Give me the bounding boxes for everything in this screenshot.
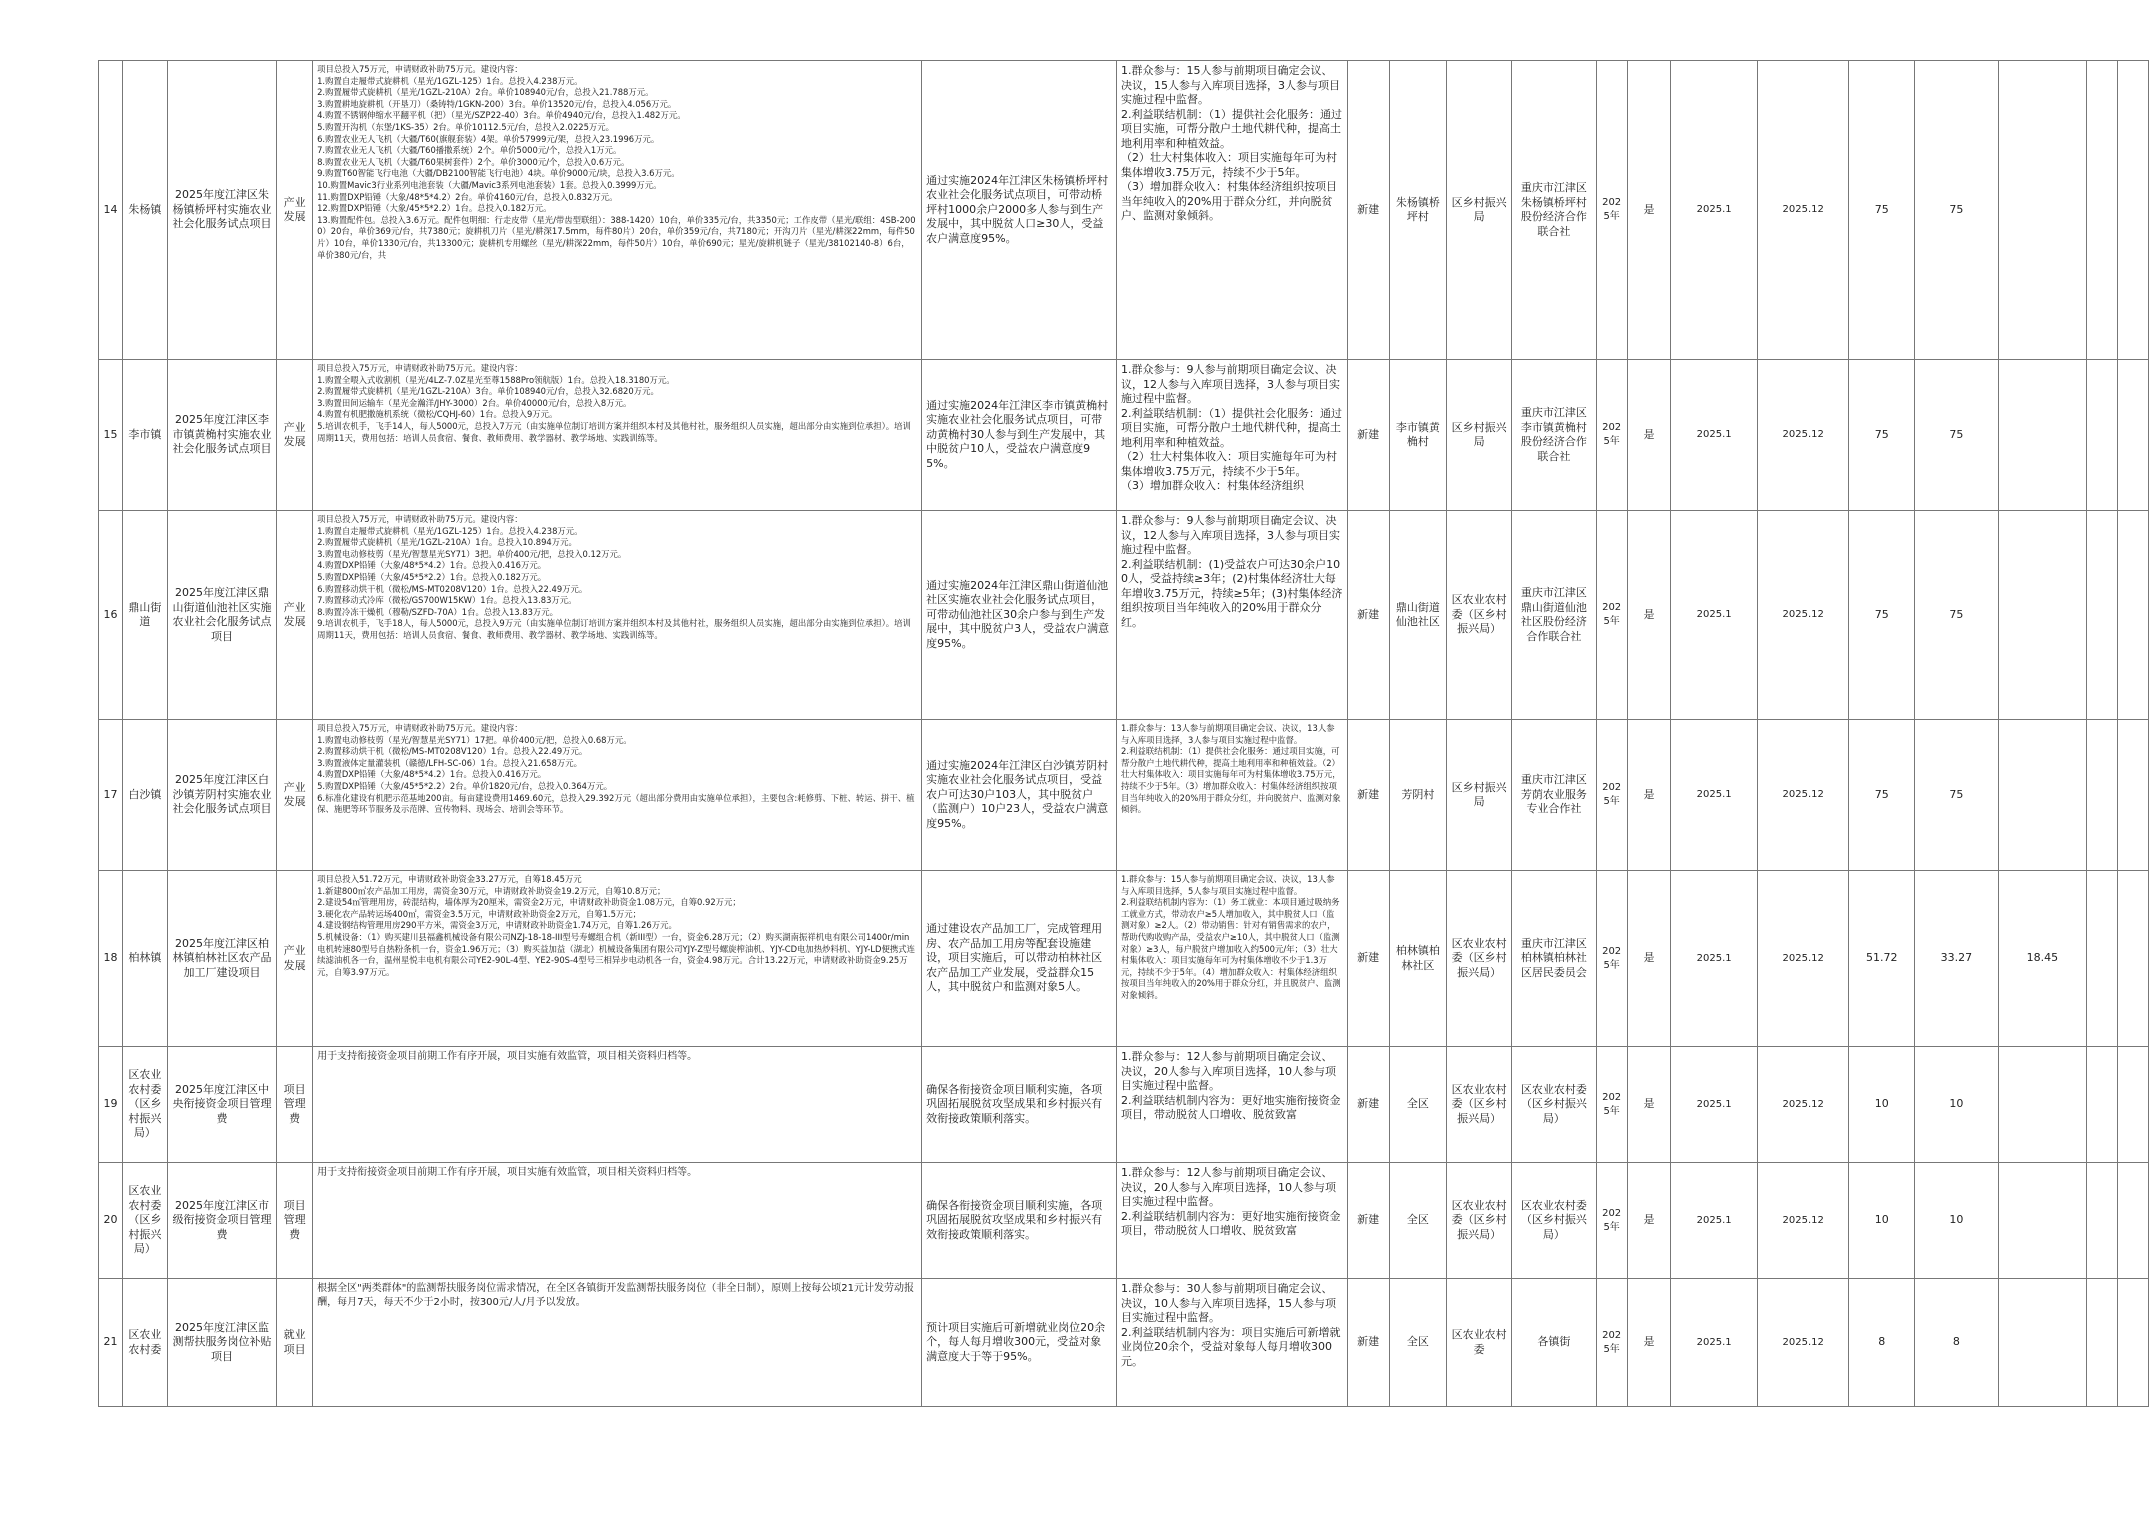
build-status-cell: 新建 xyxy=(1347,720,1389,871)
start-date-cell: 2025.1 xyxy=(1671,1047,1758,1163)
blank-cell xyxy=(2118,720,2149,871)
benefit-mechanism-cell-line: （3）增加群众收入：村集体经济组织 xyxy=(1121,479,1305,492)
construction-content-cell-line: 5.购置DXP铅锤（大象/45*5*2.2）1台。总投入0.182万元。 xyxy=(317,571,547,582)
town-cell: 朱杨镇 xyxy=(122,61,167,360)
benefit-mechanism-cell xyxy=(1117,360,1348,511)
construction-content-cell-line: 1.购置全喂入式收割机（星光/4LZ-7.0Z星光至尊1588Pro领航版）1台。总投入18.3180万元。 xyxy=(317,374,675,385)
site-cell: 柏林镇柏林社区 xyxy=(1389,871,1447,1047)
construction-content-cell-lines xyxy=(317,874,917,978)
construction-content-cell xyxy=(313,360,922,511)
construction-content-cell-line: 2.购置履带式旋耕机（星光/1GZL-210A）1台。总投入10.894万元。 xyxy=(317,537,577,548)
project-type-cell: 产业发展 xyxy=(277,61,313,360)
end-date-cell: 2025.12 xyxy=(1757,1047,1848,1163)
performance-goal-cell: 确保各衔接资金项目顺利实施，各项巩固拓展脱贫攻坚成果和乡村振兴有效衔接政策顺利落实。 xyxy=(922,1047,1117,1163)
construction-content-cell-line: 6.购置移动烘干机（微松/MS-MT0208V120）1台。总投入22.49万元。 xyxy=(317,583,588,594)
construction-content-cell-line: 2.购置履带式旋耕机（星光/1GZL-210A）2台。单价108940元/台，总投入21.788万元。 xyxy=(317,87,654,98)
blank-cell xyxy=(2087,511,2118,720)
site-cell: 李市镇黄桷村 xyxy=(1389,360,1447,511)
self-funds-cell xyxy=(1998,1279,2087,1407)
site-cell: 全区 xyxy=(1389,1047,1447,1163)
construction-content-cell-lines xyxy=(317,514,917,642)
benefit-mechanism-cell-line: 2.利益联结机制：(1)受益农户可达30余户100人，受益持续≥3年；(2)村集体经济壮大每年增收3.75万元，持续≥5年；(3)村集体经济组织按项目当年纯收入的20%用于群众分红。 xyxy=(1121,557,1343,629)
start-date-cell: 2025.1 xyxy=(1671,1163,1758,1279)
construction-content-cell-lines xyxy=(317,723,917,816)
self-funds-cell: 18.45 xyxy=(1998,871,2087,1047)
performance-goal-cell: 通过实施2024年江津区李市镇黄桷村实施农业社会化服务试点项目，可带动黄桷村30人参与到生产发展中，其中脱贫户10人，受益农户满意度95%。 xyxy=(922,360,1117,511)
benefit-mechanism-cell-lines xyxy=(1121,363,1343,494)
fiscal-funds-cell: 75 xyxy=(1915,61,1999,360)
construction-content-cell-line: 8.购置农业无人飞机（大疆/T60果树套件）2个。单价3000元/个，总投入0.6万元。 xyxy=(317,156,630,167)
town-cell: 李市镇 xyxy=(122,360,167,511)
plan-year-cell: 2025年 xyxy=(1596,360,1627,511)
project-name-cell: 2025年度江津区柏林镇柏林社区农产品加工厂建设项目 xyxy=(167,871,276,1047)
blank-cell xyxy=(2118,871,2149,1047)
flag-cell: 是 xyxy=(1627,511,1671,720)
construction-content-cell-line: 10.购置Mavic3行业系列电池套装（大疆/Mavic3系列电池套装）1套。总投入0.3999万元。 xyxy=(317,179,662,190)
build-status-cell: 新建 xyxy=(1347,1047,1389,1163)
benefit-mechanism-cell xyxy=(1117,61,1348,360)
self-funds-cell xyxy=(1998,511,2087,720)
implementer-cell: 区农业农村委（区乡村振兴局） xyxy=(1512,1047,1597,1163)
construction-content-cell-line: 4.购置DXP铅锤（大象/48*5*4.2）1台。总投入0.416万元。 xyxy=(317,769,547,780)
plan-year-cell: 2025年 xyxy=(1596,1047,1627,1163)
end-date-cell: 2025.12 xyxy=(1757,360,1848,511)
end-date-cell: 2025.12 xyxy=(1757,1279,1848,1407)
benefit-mechanism-cell-lines xyxy=(1121,723,1343,816)
blank-cell xyxy=(2118,511,2149,720)
construction-content-cell-line: 根据全区"两类群体"的监测帮扶服务岗位需求情况，在全区各镇街开发监测帮扶服务岗位（非全日制），原则上按每公顷21元计发劳动报酬，每月7天，每天不少于2小时，按300元/人/月予以发放。 xyxy=(317,1283,915,1308)
total-investment-cell: 75 xyxy=(1849,511,1915,720)
blank-cell xyxy=(2087,1163,2118,1279)
department-cell: 区农业农村委 xyxy=(1447,1279,1512,1407)
end-date-cell: 2025.12 xyxy=(1757,871,1848,1047)
fiscal-funds-cell: 10 xyxy=(1915,1163,1999,1279)
construction-content-cell-line: 7.购置农业无人飞机（大疆/T60播撒系统）2个。单价5000元/个，总投入1万元。 xyxy=(317,145,622,156)
construction-content-cell-line: 2.购置移动烘干机（微松/MS-MT0208V120）1台。总投入22.49万元。 xyxy=(317,746,588,757)
project-name-cell: 2025年度江津区监测帮扶服务岗位补贴项目 xyxy=(167,1279,276,1407)
fiscal-funds-cell: 75 xyxy=(1915,360,1999,511)
project-type-cell: 项目管理费 xyxy=(277,1047,313,1163)
benefit-mechanism-cell xyxy=(1117,1279,1348,1407)
construction-content-cell-line: 5.购置DXP铅锤（大象/45*5*2.2）2台。单价1820元/台，总投入0.364万元。 xyxy=(317,780,613,791)
benefit-mechanism-cell-lines xyxy=(1121,64,1343,224)
end-date-cell: 2025.12 xyxy=(1757,511,1848,720)
construction-content-cell-line: 5.培训农机手，飞手14人，每人5000元，总投入7万元（由实施单位制订培训方案并组织本村及其他村社，服务组织人员实施，超出部分由实施到位承担）。培训周期11天，费用包括：培训人员食宿、餐食、教师费用、教学器材、教学场地、实践训练等。 xyxy=(317,420,911,443)
benefit-mechanism-cell-line: 1.群众参与：12人参与前期项目确定会议、决议，20人参与入库项目选择，10人参与项目实施过程中监督。 xyxy=(1121,1050,1337,1092)
construction-content-cell-line: 4.购置有机肥撒施机系统（微松/CQHJ-60）1台。总投入9万元。 xyxy=(317,409,558,420)
department-cell: 区乡村振兴局 xyxy=(1447,360,1512,511)
build-status-cell: 新建 xyxy=(1347,1279,1389,1407)
construction-content-cell-line: 用于支持衔接资金项目前期工作有序开展，项目实施有效监管，项目相关资料归档等。 xyxy=(317,1051,698,1062)
site-cell: 全区 xyxy=(1389,1279,1447,1407)
construction-content-cell-line: 6.购置农业无人飞机（大疆/T60(旗舰套装）4架。单价57999元/架，总投入23.1996万元。 xyxy=(317,133,660,144)
project-type-cell: 产业发展 xyxy=(277,511,313,720)
blank-cell xyxy=(2087,1279,2118,1407)
table-row xyxy=(99,1047,2149,1163)
construction-content-cell xyxy=(313,1279,922,1407)
row-number: 17 xyxy=(99,720,123,871)
construction-content-cell xyxy=(313,1047,922,1163)
flag-cell: 是 xyxy=(1627,871,1671,1047)
department-cell: 区乡村振兴局 xyxy=(1447,61,1512,360)
benefit-mechanism-cell xyxy=(1117,1163,1348,1279)
town-cell: 鼎山街道 xyxy=(122,511,167,720)
table-row xyxy=(99,511,2149,720)
row-number: 20 xyxy=(99,1163,123,1279)
construction-content-cell-line: 4.购置不锈钢伸缩水平翻平机（把）（星光/SZP22-40）3台。单价4940元/台，总投入1.482万元。 xyxy=(317,110,686,121)
construction-content-cell-lines xyxy=(317,363,917,444)
project-type-cell: 就业项目 xyxy=(277,1279,313,1407)
blank-cell xyxy=(2118,1047,2149,1163)
plan-year-cell: 2025年 xyxy=(1596,720,1627,871)
flag-cell: 是 xyxy=(1627,1163,1671,1279)
project-name-cell: 2025年度江津区市级衔接资金项目管理费 xyxy=(167,1163,276,1279)
flag-cell: 是 xyxy=(1627,720,1671,871)
department-cell: 区农业农村委（区乡村振兴局） xyxy=(1447,1163,1512,1279)
construction-content-cell-line: 3.购置耕地旋耕机（开垦刀）（桑铸特/1GKN-200）3台。单价13520元/台，总投入4.056万元。 xyxy=(317,98,677,109)
project-name-cell: 2025年度江津区李市镇黄桷村实施农业社会化服务试点项目 xyxy=(167,360,276,511)
blank-cell xyxy=(2118,61,2149,360)
implementer-cell: 区农业农村委（区乡村振兴局） xyxy=(1512,1163,1597,1279)
project-name-cell: 2025年度江津区朱杨镇桥坪村实施农业社会化服务试点项目 xyxy=(167,61,276,360)
table-row xyxy=(99,61,2149,360)
self-funds-cell xyxy=(1998,1047,2087,1163)
benefit-mechanism-cell xyxy=(1117,1047,1348,1163)
construction-content-cell xyxy=(313,61,922,360)
self-funds-cell xyxy=(1998,360,2087,511)
implementer-cell: 重庆市江津区朱杨镇桥坪村股份经济合作联合社 xyxy=(1512,61,1597,360)
end-date-cell: 2025.12 xyxy=(1757,1163,1848,1279)
self-funds-cell xyxy=(1998,61,2087,360)
blank-cell xyxy=(2087,1047,2118,1163)
total-investment-cell: 10 xyxy=(1849,1163,1915,1279)
table-row xyxy=(99,1163,2149,1279)
benefit-mechanism-cell-line: 1.群众参与：15人参与前期项目确定会议、决议，13人参与入库项目选择，5人参与项目实施过程中监督。 xyxy=(1121,874,1335,896)
construction-content-cell-line: 3.硬化农产品转运场400㎡，需资金3.5万元，申请财政补助资金2万元，自筹1.5万元； xyxy=(317,908,642,919)
construction-content-cell xyxy=(313,871,922,1047)
benefit-mechanism-cell xyxy=(1117,720,1348,871)
construction-content-cell-line: 项目总投入75万元，申请财政补助75万元。建设内容： xyxy=(317,363,523,373)
construction-content-cell-line: 1.购置自走履带式旋耕机（星光/1GZL-125）1台。总投入4.238万元。 xyxy=(317,525,583,536)
fiscal-funds-cell: 75 xyxy=(1915,720,1999,871)
benefit-mechanism-cell-lines xyxy=(1121,514,1343,630)
build-status-cell: 新建 xyxy=(1347,360,1389,511)
site-cell: 朱杨镇桥坪村 xyxy=(1389,61,1447,360)
table-row xyxy=(99,1279,2149,1407)
department-cell: 区农业农村委（区乡村振兴局） xyxy=(1447,871,1512,1047)
blank-cell xyxy=(2087,871,2118,1047)
construction-content-cell-line: 7.购置移动式冷库（微松/GS700W15KW）1台。总投入13.83万元。 xyxy=(317,595,577,606)
build-status-cell: 新建 xyxy=(1347,871,1389,1047)
total-investment-cell: 51.72 xyxy=(1849,871,1915,1047)
project-type-cell: 产业发展 xyxy=(277,360,313,511)
benefit-mechanism-cell-line: 1.群众参与：9人参与前期项目确定会议、决议，12人参与入库项目选择，3人参与项目实施过程中监督。 xyxy=(1121,363,1341,405)
construction-content-cell-line: 8.购置冷冻干燥机（穆勒/SZFD-70A）1台。总投入13.83万元。 xyxy=(317,606,559,617)
construction-content-cell xyxy=(313,720,922,871)
department-cell: 区乡村振兴局 xyxy=(1447,720,1512,871)
table-row xyxy=(99,720,2149,871)
row-number: 21 xyxy=(99,1279,123,1407)
construction-content-cell-line: 6.标准化建设有机肥示范基地200亩。每亩建设费用1469.60元，总投入29.392万元（超出部分费用由实施单位承担），主要包含:耗修剪、下桩、转运、拼干、植保、施肥等环节服务及示范牌、宣传物料、现场会、培训会等环节。 xyxy=(317,792,915,815)
total-investment-cell: 75 xyxy=(1849,720,1915,871)
implementer-cell: 各镇街 xyxy=(1512,1279,1597,1407)
site-cell: 全区 xyxy=(1389,1163,1447,1279)
performance-goal-cell: 通过实施2024年江津区鼎山街道仙池社区实施农业社会化服务试点项目，可带动仙池社区30余户参与到生产发展中，其中脱贫户3人，受益农户满意度95%。 xyxy=(922,511,1117,720)
total-investment-cell: 10 xyxy=(1849,1047,1915,1163)
benefit-mechanism-cell xyxy=(1117,511,1348,720)
benefit-mechanism-cell-line: 2.利益联结机制内容为：项目实施后可新增就业岗位20余个，受益对象每人每月增收300元。 xyxy=(1121,1325,1341,1368)
construction-content-cell-lines xyxy=(317,1050,917,1064)
construction-content-cell-line: 5.购置开沟机（东堡/1KS-35）2台。单价10112.5元/台，总投入2.0225万元。 xyxy=(317,121,615,132)
benefit-mechanism-cell-line: 1.群众参与：9人参与前期项目确定会议、决议，12人参与入库项目选择，3人参与项目实施过程中监督。 xyxy=(1121,514,1341,556)
project-type-cell: 产业发展 xyxy=(277,871,313,1047)
benefit-mechanism-cell-line: 1.群众参与：12人参与前期项目确定会议、决议，20人参与入库项目选择，10人参与项目实施过程中监督。 xyxy=(1121,1166,1337,1208)
fiscal-funds-cell: 10 xyxy=(1915,1047,1999,1163)
town-cell: 白沙镇 xyxy=(122,720,167,871)
end-date-cell: 2025.12 xyxy=(1757,720,1848,871)
benefit-mechanism-cell-line: 2.利益联结机制：（1）提供社会化服务：通过项目实施，可帮分散户土地代耕代种，提高土地利用率和种植效益。（2）壮大村集体收入：项目实施每年可为村集体增收3.75万元，持续不少于5年。（3）增加群众收入：村集体经济组织按项目当年纯收入的20%用于群众分红，并向脱贫户、监测对象倾斜。 xyxy=(1121,746,1341,815)
benefit-mechanism-cell-line: 1.群众参与：30人参与前期项目确定会议、决议，10人参与入库项目选择，15人参与项目实施过程中监督。 xyxy=(1121,1282,1337,1324)
construction-content-cell-line: 4.购置DXP铅锤（大象/48*5*4.2）1台。总投入0.416万元。 xyxy=(317,560,547,571)
construction-content-cell-line: 5.机械设备：（1）购买建川县福鑫机械设备有限公司NZJ-18-18-III型号寿螺组合机（新III型）一台，资金6.28万元；（2）购买湖南振祥机电有限公司1400r/min电机转速80型号自热粉条机一台，资金1.96万元；（3）购买益加益（湖北）机械设备集团有限公司YJY-Z型号螺旋榨油机、YJY-CD电加热炒料机、YJY-LD便携式连续滤油机各一台，温州星悦丰电机有限公司YE2-90L-4型、YE2-90S-4型号三相异步电动机各一台，资金4.98万元。合计13.22万元，申请财政补助资金9.25万元，自筹3.97万元。 xyxy=(317,931,915,977)
flag-cell: 是 xyxy=(1627,1279,1671,1407)
benefit-mechanism-cell-line: （2）壮大村集体收入：项目实施每年可为村集体增收3.75万元，持续不少于5年。 xyxy=(1121,450,1338,478)
benefit-mechanism-cell xyxy=(1117,871,1348,1047)
town-cell: 柏林镇 xyxy=(122,871,167,1047)
flag-cell: 是 xyxy=(1627,360,1671,511)
construction-content-cell-line: 1.购置自走履带式旋耕机（星光/1GZL-125）1台。总投入4.238万元。 xyxy=(317,75,583,86)
project-type-cell: 项目管理费 xyxy=(277,1163,313,1279)
department-cell: 区农业农村委（区乡村振兴局） xyxy=(1447,511,1512,720)
project-name-cell: 2025年度江津区白沙镇芳阴村实施农业社会化服务试点项目 xyxy=(167,720,276,871)
benefit-mechanism-cell-line: 2.利益联结机制：（1）提供社会化服务：通过项目实施，可帮分散户土地代耕代种，提高土地利用率和种植效益。 xyxy=(1121,406,1343,449)
construction-content-cell-line: 项目总投入51.72万元，申请财政补助资金33.27万元，自筹18.45万元 xyxy=(317,874,582,884)
project-type-cell: 产业发展 xyxy=(277,720,313,871)
construction-content-cell-line: 9.购置T60智能飞行电池（大疆/DB2100智能飞行电池）4块。单价9000元/块，总投入3.6万元。 xyxy=(317,168,680,179)
benefit-mechanism-cell-lines xyxy=(1121,1282,1343,1369)
plan-year-cell: 2025年 xyxy=(1596,1279,1627,1407)
construction-content-cell-line: 2.建设54㎡管理用房，砖混结构，墙体厚为20厘米，需资金2万元，申请财政补助资金1.08万元，自筹0.92万元； xyxy=(317,897,741,908)
total-investment-cell: 75 xyxy=(1849,360,1915,511)
build-status-cell: 新建 xyxy=(1347,1163,1389,1279)
start-date-cell: 2025.1 xyxy=(1671,1279,1758,1407)
benefit-mechanism-cell-lines xyxy=(1121,874,1343,1002)
self-funds-cell xyxy=(1998,1163,2087,1279)
build-status-cell: 新建 xyxy=(1347,511,1389,720)
implementer-cell: 重庆市江津区柏林镇柏林社区居民委员会 xyxy=(1512,871,1597,1047)
fiscal-funds-cell: 75 xyxy=(1915,511,1999,720)
construction-content-cell-line: 3.购置电动修枝剪（星光/智慧星光SY71）3把。单价400元/把，总投入0.12万元。 xyxy=(317,548,627,559)
plan-year-cell: 2025年 xyxy=(1596,61,1627,360)
blank-cell xyxy=(2087,360,2118,511)
project-name-cell: 2025年度江津区鼎山街道仙池社区实施农业社会化服务试点项目 xyxy=(167,511,276,720)
benefit-mechanism-cell-line: 2.利益联结机制内容为：更好地实施衔接资金项目，带动脱贫人口增收、脱贫致富 xyxy=(1121,1093,1341,1121)
fiscal-funds-cell: 8 xyxy=(1915,1279,1999,1407)
project-table xyxy=(98,60,2149,1407)
construction-content-cell-line: 3.购置液体定量灌装机（赣德/LFH-SC-06）1台。总投入21.658万元。 xyxy=(317,757,583,768)
construction-content-cell xyxy=(313,1163,922,1279)
self-funds-cell xyxy=(1998,720,2087,871)
blank-cell xyxy=(2087,61,2118,360)
construction-content-cell-lines xyxy=(317,64,917,261)
benefit-mechanism-cell-line: 2.利益联结机制内容为：更好地实施衔接资金项目，带动脱贫人口增收、脱贫致富 xyxy=(1121,1209,1341,1237)
start-date-cell: 2025.1 xyxy=(1671,360,1758,511)
site-cell: 鼎山街道仙池社区 xyxy=(1389,511,1447,720)
fiscal-funds-cell: 33.27 xyxy=(1915,871,1999,1047)
benefit-mechanism-cell-line: 2.利益联结机制内容为：（1）务工就业：本项目通过吸纳务工就业方式，带动农户≥5人增加收入，其中脱贫人口（监测对象）≥2人。（2）带动销售：针对有销售需求的农户，帮助代购收购产品，受益农户≥10人，其中脱贫人口（监测对象）≥3人，每户脱贫户增加收入约500元/年；（3）壮大村集体收入：项目实施每年可为村集体增收不少于1.3万元，持续不少于5年。（4）增加群众收入：村集体经济组织按项目当年纯收入的20%用于群众分红，并且脱贫户、监测对象倾斜。 xyxy=(1121,897,1341,1000)
construction-content-cell-line: 4.建设钢结构管理用房290平方米，需资金3万元，申请财政补助资金1.74万元，自筹1.26万元。 xyxy=(317,920,677,931)
row-number: 19 xyxy=(99,1047,123,1163)
construction-content-cell-line: 用于支持衔接资金项目前期工作有序开展，项目实施有效监管，项目相关资料归档等。 xyxy=(317,1167,698,1178)
benefit-mechanism-cell-lines xyxy=(1121,1050,1343,1123)
department-cell: 区农业农村委（区乡村振兴局） xyxy=(1447,1047,1512,1163)
implementer-cell: 重庆市江津区芳荫农业服务专业合作社 xyxy=(1512,720,1597,871)
total-investment-cell: 8 xyxy=(1849,1279,1915,1407)
table-row xyxy=(99,360,2149,511)
start-date-cell: 2025.1 xyxy=(1671,871,1758,1047)
benefit-mechanism-cell-line: （3）增加群众收入：村集体经济组织按项目当年纯收入的20%用于群众分红，并向脱贫户、监测对象倾斜。 xyxy=(1121,180,1338,222)
construction-content-cell-line: 项目总投入75万元，申请财政补助75万元。建设内容： xyxy=(317,64,523,74)
implementer-cell: 重庆市江津区鼎山街道仙池社区股份经济合作联合社 xyxy=(1512,511,1597,720)
performance-goal-cell: 确保各衔接资金项目顺利实施，各项巩固拓展脱贫攻坚成果和乡村振兴有效衔接政策顺利落实。 xyxy=(922,1163,1117,1279)
start-date-cell: 2025.1 xyxy=(1671,720,1758,871)
construction-content-cell-line: 1.新建800㎡农产品加工用房，需资金30万元，申请财政补助资金19.2万元，自筹10.8万元； xyxy=(317,885,666,896)
plan-year-cell: 2025年 xyxy=(1596,1163,1627,1279)
construction-content-cell-lines xyxy=(317,1282,917,1310)
row-number: 18 xyxy=(99,871,123,1047)
blank-cell xyxy=(2118,1163,2149,1279)
build-status-cell: 新建 xyxy=(1347,61,1389,360)
construction-content-cell-line: 12.购置DXP铅锤（大象/45*5*2.2）1台。总投入0.182万元。 xyxy=(317,203,552,214)
blank-cell xyxy=(2118,1279,2149,1407)
row-number: 15 xyxy=(99,360,123,511)
plan-year-cell: 2025年 xyxy=(1596,511,1627,720)
performance-goal-cell: 通过实施2024年江津区朱杨镇桥坪村农业社会化服务试点项目，可带动桥坪村1000余户2000多人参与到生产发展中，其中脱贫人口≥30人，受益农户满意度95%。 xyxy=(922,61,1117,360)
construction-content-cell-line: 2.购置履带式旋耕机（星光/1GZL-210A）3台。单价108940元/台，总投入32.6820万元。 xyxy=(317,386,659,397)
plan-year-cell: 2025年 xyxy=(1596,871,1627,1047)
row-number: 14 xyxy=(99,61,123,360)
construction-content-cell-line: 13.购置配件包。总投入3.6万元。配件包明细：行走皮带（星光/带齿型联组）：388-1420）10台，单价335元/台，共3350元；工作皮带（星光/联组：4SB-2000）20台，单价369元/台，共7380元；旋耕机刀片（星光/耕深17.5mm，每件80片）20台，单价359元/台，共7180元；开沟刀片（星光/耕深22mm，每件50片）10台，单价1330元/台，共13300元；旋耕机专用螺丝（星光/耕深22mm，每件50片）10台，单价690元；星光/旋耕机链子（星光/38102140-8）6台，单价380元/台，共 xyxy=(317,214,916,260)
table-row xyxy=(99,871,2149,1047)
construction-content-cell-line: 3.购置田间运输车（星光金瀚洋/JHY-3000）2台。单价40000元/台，总投入8万元。 xyxy=(317,397,632,408)
benefit-mechanism-cell-line: 1.群众参与：13人参与前期项目确定会议、决议，13人参与入库项目选择，3人参与项目实施过程中监督。 xyxy=(1121,723,1335,745)
performance-goal-cell: 预计项目实施后可新增就业岗位20余个，每人每月增收300元，受益对象满意度大于等于95%。 xyxy=(922,1279,1117,1407)
flag-cell: 是 xyxy=(1627,1047,1671,1163)
construction-content-cell-line: 1.购置电动修枝剪（星光/智慧星光SY71）17把。单价400元/把，总投入0.68万元。 xyxy=(317,734,632,745)
row-number: 16 xyxy=(99,511,123,720)
performance-goal-cell: 通过实施2024年江津区白沙镇芳阴村实施农业社会化服务试点项目，受益农户可达30户103人，其中脱贫户（监测户）10户23人，受益农户满意度95%。 xyxy=(922,720,1117,871)
blank-cell xyxy=(2087,720,2118,871)
performance-goal-cell: 通过建设农产品加工厂，完成管理用房、农产品加工用房等配套设施建设，项目实施后，可以带动柏林社区农产品加工产业发展，受益群众15人，其中脱贫户和监测对象5人。 xyxy=(922,871,1117,1047)
total-investment-cell: 75 xyxy=(1849,61,1915,360)
construction-content-cell xyxy=(313,511,922,720)
start-date-cell: 2025.1 xyxy=(1671,511,1758,720)
construction-content-cell-line: 项目总投入75万元，申请财政补助75万元。建设内容： xyxy=(317,514,523,524)
blank-cell xyxy=(2118,360,2149,511)
town-cell: 区农业农村委 xyxy=(122,1279,167,1407)
project-name-cell: 2025年度江津区中央衔接资金项目管理费 xyxy=(167,1047,276,1163)
flag-cell: 是 xyxy=(1627,61,1671,360)
implementer-cell: 重庆市江津区李市镇黄桷村股份经济合作联合社 xyxy=(1512,360,1597,511)
construction-content-cell-lines xyxy=(317,1166,917,1180)
town-cell: 区农业农村委（区乡村振兴局） xyxy=(122,1047,167,1163)
benefit-mechanism-cell-lines xyxy=(1121,1166,1343,1239)
site-cell: 芳阴村 xyxy=(1389,720,1447,871)
benefit-mechanism-cell-line: （2）壮大村集体收入：项目实施每年可为村集体增收3.75万元，持续不少于5年。 xyxy=(1121,151,1338,179)
start-date-cell: 2025.1 xyxy=(1671,61,1758,360)
end-date-cell: 2025.12 xyxy=(1757,61,1848,360)
benefit-mechanism-cell-line: 2.利益联结机制：（1）提供社会化服务：通过项目实施，可帮分散户土地代耕代种，提高土地利用率和种植效益。 xyxy=(1121,107,1343,150)
construction-content-cell-line: 11.购置DXP铅锤（大象/48*5*4.2）2台。单价4160元/台，总投入0.832万元。 xyxy=(317,191,618,202)
construction-content-cell-line: 9.培训农机手，飞手18人，每人5000元，总投入9万元（由实施单位制订培训方案并组织本村及其他村社，服务组织人员实施，超出部分由实施到位承担）。培训周期11天，费用包括：培训人员食宿、餐食、教师费用、教学器材、教学场地、实践训练等。 xyxy=(317,618,911,640)
benefit-mechanism-cell-line: 1.群众参与：15人参与前期项目确定会议、决议，15人参与入库项目选择，3人参与项目实施过程中监督。 xyxy=(1121,64,1341,106)
town-cell: 区农业农村委（区乡村振兴局） xyxy=(122,1163,167,1279)
construction-content-cell-line: 项目总投入75万元，申请财政补助75万元。建设内容： xyxy=(317,723,523,733)
